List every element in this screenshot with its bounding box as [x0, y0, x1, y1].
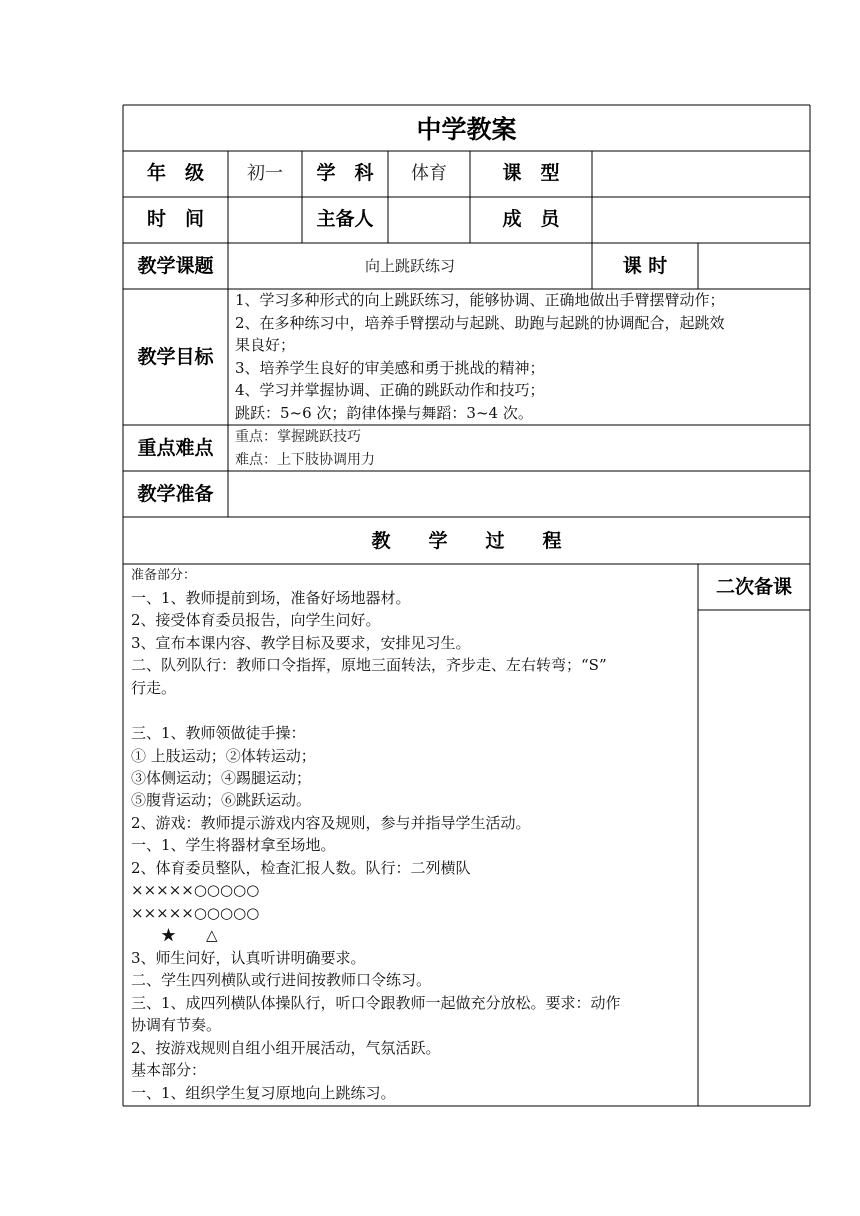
time-label: 时 间 [146, 208, 204, 230]
preparation-label: 教学准备 [137, 483, 214, 505]
process-line: 二、学生四列横队或行进间按教师口令练习。 [131, 971, 432, 989]
grade-label: 年 级 [146, 162, 204, 184]
process-line: 协调有节奏。 [131, 1016, 222, 1034]
objective-line: 1、学习多种形式的向上跳跃练习，能够协调、正确地做出手臂摆臂动作； [235, 291, 725, 309]
process-line: 准备部分： [131, 568, 197, 583]
objective-line: 3、培养学生良好的审美感和勇于挑战的精神； [235, 359, 545, 377]
preparer-label: 主备人 [316, 208, 374, 230]
second-prep-label: 二次备课 [715, 576, 792, 598]
subject-value: 体育 [411, 163, 447, 184]
process-line: 一、1、教师提前到场，准备好场地器材。 [131, 589, 411, 607]
process-line: 一、1、组织学生复习原地向上跳练习。 [131, 1084, 396, 1102]
process-line: 三、1、教师领做徒手操： [131, 724, 306, 742]
process-line: 2、按游戏规则自组小组开展活动，气氛活跃。 [131, 1039, 441, 1057]
objective-line: 4、学习并掌握协调、正确的跳跃动作和技巧； [235, 381, 545, 399]
objectives-label: 教学目标 [137, 346, 214, 368]
process-line: 行走。 [131, 679, 177, 697]
keypoints-label: 重点难点 [137, 437, 214, 459]
grade-value: 初一 [247, 163, 283, 184]
process-line: ×××××○○○○○ [131, 881, 260, 899]
process-line: 一、1、学生将器材拿至场地。 [131, 836, 336, 854]
lesson-type-label: 课 型 [502, 162, 560, 184]
process-line: 二、队列队行：教师口令指挥，原地三面转法，齐步走、左右转弯；“S” [131, 656, 607, 674]
process-line: 3、宣布本课内容、教学目标及要求，安排见习生。 [131, 634, 471, 652]
process-line: 三、1、成四列横队体操队行，听口令跟教师一起做充分放松。要求：动作 [131, 994, 621, 1012]
process-line: ③体侧运动；④踢腿运动； [131, 769, 312, 787]
objective-line: 跳跃：5~6 次；韵律体操与舞蹈：3~4 次。 [235, 404, 533, 422]
difficult-point: 难点：上下肢协调用力 [235, 452, 375, 468]
subject-label: 学 科 [316, 162, 374, 184]
process-line: ⑤腹背运动；⑥跳跃运动。 [131, 791, 312, 809]
process-line: 2、游戏：教师提示游戏内容及规则，参与并指导学生活动。 [131, 814, 531, 832]
periods-label: 课 时 [622, 255, 668, 277]
process-line: ×××××○○○○○ [131, 904, 260, 922]
process-line: 2、体育委员整队，检查汇报人数。队行：二列横队 [131, 859, 471, 877]
process-line: 2、接受体育委员报告，向学生问好。 [131, 611, 381, 629]
objective-line: 果良好； [235, 336, 296, 354]
topic-label: 教学课题 [137, 255, 214, 277]
process-line: ★ △ [131, 926, 218, 944]
process-line: 基本部分： [131, 1061, 207, 1079]
process-title: 教 学 过 程 [371, 530, 562, 552]
key-point: 重点：掌握跳跃技巧 [235, 429, 361, 445]
topic-value: 向上跳跃练习 [364, 257, 455, 275]
process-line: ① 上肢运动；②体转运动； [131, 747, 316, 765]
page-title: 中学教案 [416, 115, 517, 144]
objective-line: 2、在多种练习中，培养手臂摆动与起跳、助跑与起跳的协调配合，起跳效 [235, 314, 725, 332]
process-line: 3、师生问好，认真听讲明确要求。 [131, 949, 366, 967]
members-label: 成 员 [502, 208, 560, 230]
